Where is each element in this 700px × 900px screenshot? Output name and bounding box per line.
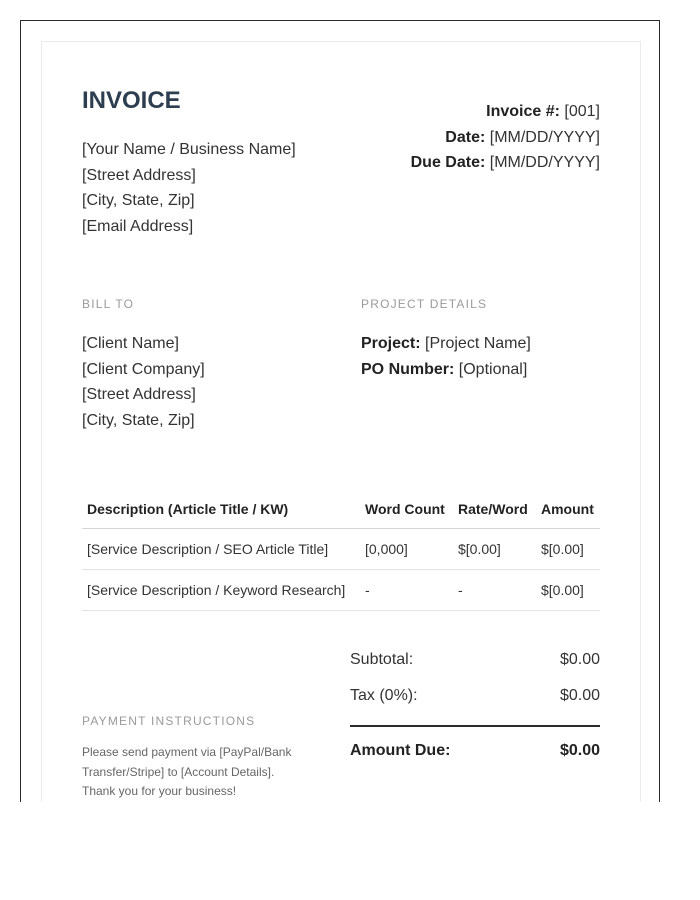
po-number-label: PO Number: [361, 360, 455, 378]
project-details-block [361, 331, 531, 382]
table-header-row [82, 489, 600, 529]
sender-name: [Your Name / Business Name] [82, 141, 296, 158]
project-line [361, 331, 531, 357]
row-word-count: - [360, 570, 453, 611]
tax-value: $0.00 [559, 687, 600, 704]
client-name: [Client Name] [82, 335, 179, 352]
payment-line-1: Please send payment via [PayPal/Bank [82, 745, 292, 759]
subtotal-label: Subtotal: [350, 651, 414, 668]
invoice-date-line [411, 125, 600, 151]
column-header-description: Description (Article Title / KW) [82, 489, 360, 529]
column-header-rate: Rate/Word [453, 489, 536, 529]
row-word-count: [0,000] [360, 529, 453, 570]
invoice-title: INVOICE [82, 87, 181, 114]
client-company: [Client Company] [82, 360, 205, 378]
subtotal-row [350, 648, 600, 684]
subtotal-value: $0.00 [559, 651, 600, 668]
sender-email: [Email Address] [82, 218, 194, 236]
invoice-number-value: [001] [559, 103, 600, 120]
table-row [82, 529, 600, 570]
line-items-table [82, 489, 600, 611]
invoice-number-line [411, 99, 600, 125]
invoice-meta-block [411, 99, 600, 176]
bill-to-heading: BILL TO [82, 297, 135, 311]
payment-instructions-heading: PAYMENT INSTRUCTIONS [82, 714, 256, 728]
invoice-due-date-value: [MM/DD/YYYY] [485, 154, 600, 171]
column-header-amount: Amount [536, 489, 600, 529]
column-header-word-count: Word Count [360, 489, 453, 529]
amount-due-value: $0.00 [559, 742, 600, 759]
payment-line-3: Thank you for your business! [82, 784, 237, 798]
payment-instructions-text [82, 743, 322, 802]
row-rate: - [453, 570, 536, 611]
client-city: [City, State, Zip] [82, 411, 195, 429]
invoice-date-label: Date: [445, 128, 486, 146]
totals-divider [350, 725, 600, 727]
project-details-heading: PROJECT DETAILS [361, 297, 488, 311]
amount-due-row [350, 739, 600, 775]
bill-to-block [82, 331, 205, 433]
row-description: [Service Description / SEO Article Title] [82, 529, 360, 570]
row-amount: $[0.00] [536, 570, 600, 611]
invoice-date-value: [MM/DD/YYYY] [485, 128, 600, 146]
totals-block [350, 648, 600, 775]
amount-due-label: Amount Due: [350, 742, 451, 759]
sender-address-block [82, 137, 296, 240]
invoice-due-date-label: Due Date: [410, 154, 486, 171]
row-amount: $[0.00] [536, 529, 600, 570]
tax-row [350, 684, 600, 720]
po-number-value: [Optional] [454, 360, 528, 378]
row-description: [Service Description / Keyword Research] [82, 570, 360, 611]
project-label: Project: [361, 335, 421, 352]
tax-label: Tax (0%): [350, 687, 418, 704]
client-street: [Street Address] [82, 386, 196, 404]
payment-line-2: Transfer/Stripe] to [Account Details]. [82, 764, 275, 779]
sender-city: [City, State, Zip] [82, 192, 195, 210]
project-value: [Project Name] [420, 335, 531, 352]
invoice-due-date-line [411, 150, 600, 176]
invoice-number-label: Invoice #: [486, 103, 560, 120]
po-number-line [361, 357, 531, 383]
row-rate: $[0.00] [453, 529, 536, 570]
table-row [82, 570, 600, 611]
sender-street: [Street Address] [82, 166, 196, 184]
